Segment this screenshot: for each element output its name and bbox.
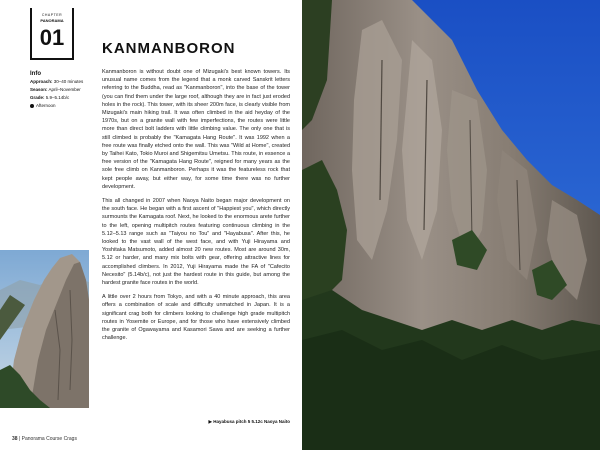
info-value: 5.9–5.14b/c [45,95,70,100]
info-key: Season: [30,87,48,92]
info-box [30,70,94,110]
info-key: Approach: [30,79,53,84]
chapter-subtitle: PANORAMA [40,18,64,23]
info-row-sun [30,102,94,110]
page-title: KANMANBORON [102,40,236,57]
section-name: Panorama Course Crags [21,436,77,442]
info-row-season [30,86,94,94]
sun-icon [30,104,34,108]
info-row-approach [30,78,94,86]
right-page-photo [302,0,600,450]
photo-caption: ▶ Hayabusa pitch 5 5.12c Naoya Naito [208,419,290,424]
paragraph: This all changed in 2007 when Naoya Naito began major development on the south face. He began with a first ascent of "Happiest you", which directly surmounts the Kamagata roof. Next, he looked to the enormous arete further to the left, opening multipitch routes featuring continuous climbing in the 5.12–5.13 range such as "Taiyou no Tou" and "Hayabusa". After this, he looked to the vast wall of the west face, and with Yuji Hirayama and Yoshitaka Matsumoto, added almost 20 new routes. Most are around 30m, 5.12 or harder, and many mix bolts with gear, offering attractive lines for accomplished climbers. In 2012, Yuji Hirayama made the FA of "Cafecito Necesito" (5.14b/c), not just the hardest route in this guide, but among the hardest granite face routes in the world. [102,198,290,287]
info-heading: Info [30,71,41,77]
page-number: 38 [12,436,18,442]
info-key: Grade: [30,95,45,100]
info-row-grade [30,94,94,102]
inset-photo-rock-tower [0,250,89,408]
chapter-label: CHAPTER [41,13,63,17]
chapter-number: 01 [39,25,65,50]
page-footer: 38 | Panorama Course Crags [12,436,77,442]
chapter-badge [30,8,74,60]
paragraph: Kanmanboron is without doubt one of Mizugaki's best known towers. Its unusual name comes from the legend that a monk carved Sanskrit letters referring to the Buddha, read as "Kanmanboron", into the base of the tower (you can find them under the large roof, although they are in fact just eroded holes in the rock). This tower, with its sheer 200m face, is clearly visible from Mizugaki's main hiking trail. It was often climbed in the aid heyday of the 1970s, but on a granite wall with few imperfections, the routes were little more than direct bolt ladders with little climbing value. The only one that is still climbed is probably the "Kamagata Hang Route". It was 1992 when a free route was finally etched onto the wall. This was "Wild at Home", created by Taihei Kato, Tokio Muroi and Shigemitsu Umetsu. This route, in essence a free version of the "Kamagata Hang Route", reigned for many years as the sole free climb on Kanmanboron. Perhaps it was the featureless rock that kept people away, but either way, for some time there was no further development. [102,69,290,190]
paragraph: A little over 2 hours from Tokyo, and with a 40 minute approach, this area offers a combination of scale and difficulty unmatched in Japan. It is a significant crag both for climbers looking to challenge high grade multipitch routes in Yosemite or Europe, and for those who have extensively climbed the granite of Ogawayama and Kasamori Sawa and are seeking a further challenge. [102,294,290,342]
info-value: April–November [48,87,81,92]
info-value: Afternoon [36,103,56,108]
photo-caption-text: Hayabusa pitch 5 5.12c Naoya Naito [213,419,290,424]
main-photo-granite-cliff [302,0,600,450]
article-body [102,68,290,349]
info-value: 30–40 minutes [53,79,84,84]
